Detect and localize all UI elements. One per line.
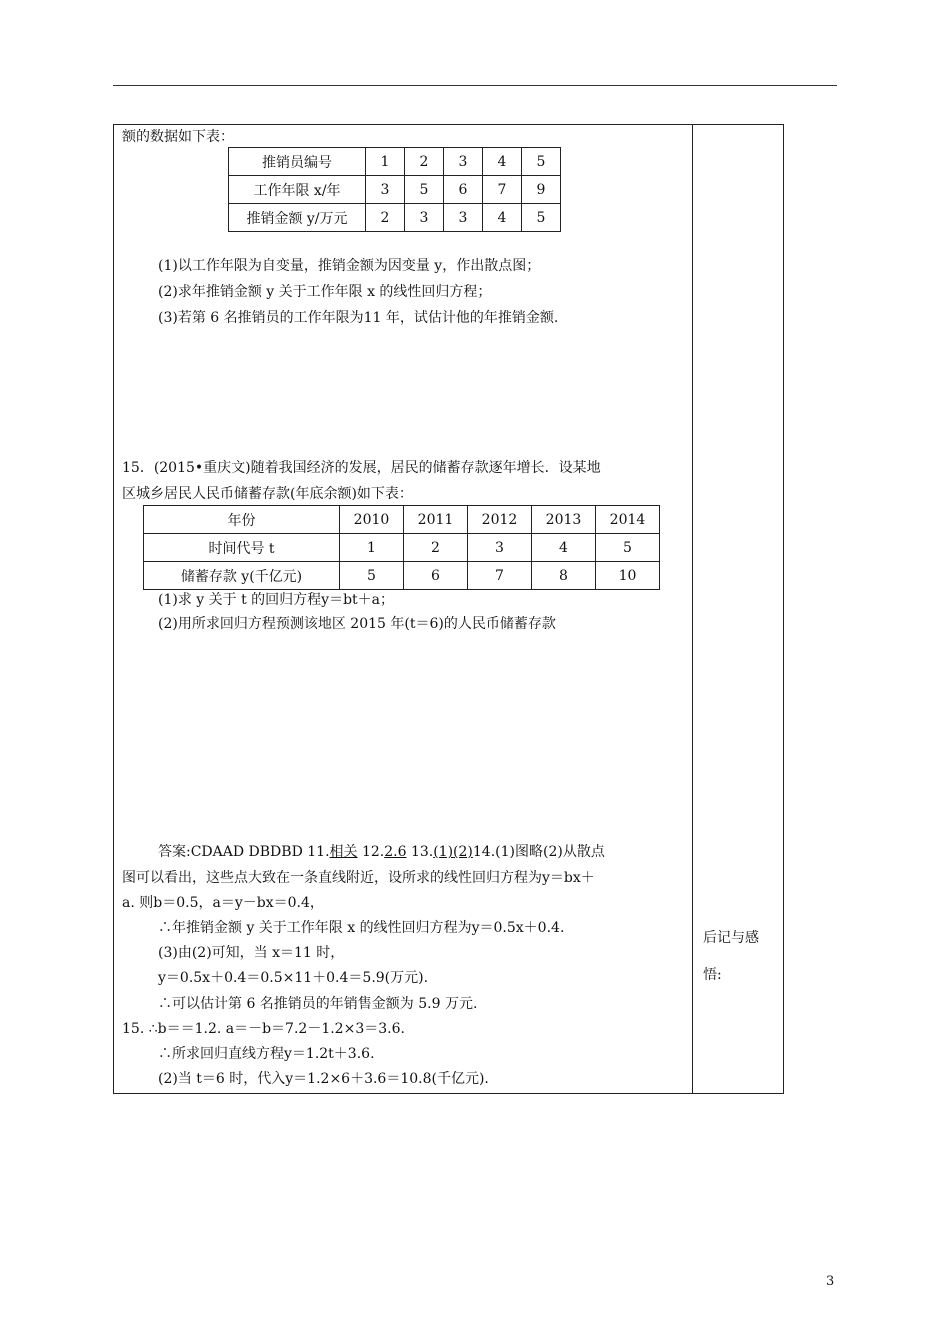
p15-question-1: (1)求 y 关于 t 的回归方程y＝bt＋a； bbox=[158, 592, 395, 608]
answer-line-3: a. 则b＝0.5，a＝y－bx＝0.4， bbox=[122, 895, 324, 911]
table-cell: 5 bbox=[405, 176, 444, 204]
table-cell: 年份 bbox=[144, 506, 340, 534]
table-cell: 5 bbox=[522, 148, 561, 176]
page-number: 3 bbox=[826, 1274, 835, 1289]
table-row bbox=[144, 562, 660, 590]
side-note-line-1: 后记与感 bbox=[703, 930, 759, 946]
table-cell: 3 bbox=[444, 204, 483, 232]
answer-line-2: 图可以看出，这些点大致在一条直线附近，设所求的线性回归方程为y＝bx＋ bbox=[122, 870, 595, 886]
table-cell: 2012 bbox=[468, 506, 532, 534]
p15-line-1: 15．(2015•重庆文)随着我国经济的发展，居民的储蓄存款逐年增长．设某地 bbox=[122, 460, 601, 476]
table-cell: 工作年限 x/年 bbox=[229, 176, 366, 204]
p14-question-1: (1)以工作年限为自变量，推销金额为因变量 y，作出散点图； bbox=[158, 258, 541, 274]
table-cell: 3 bbox=[468, 534, 532, 562]
table-cell: 4 bbox=[483, 204, 522, 232]
answer-text: 14.(1)图略(2)从散点 bbox=[472, 844, 605, 860]
p14-question-3: (3)若第 6 名推销员的工作年限为11 年，试估计他的年推销金额. bbox=[158, 310, 559, 326]
answer-keys: 答案:CDAAD DBDBD 11. bbox=[158, 844, 330, 860]
table-cell: 2014 bbox=[596, 506, 660, 534]
answer-line-7: ∴可以估计第 6 名推销员的年销售金额为 5.9 万元. bbox=[158, 996, 478, 1012]
table-cell: 1 bbox=[340, 534, 404, 562]
table-cell: 3 bbox=[366, 176, 405, 204]
table-cell: 推销员编号 bbox=[229, 148, 366, 176]
table-cell: 3 bbox=[444, 148, 483, 176]
table-cell: 2010 bbox=[340, 506, 404, 534]
table-cell: 10 bbox=[596, 562, 660, 590]
table-cell: 8 bbox=[532, 562, 596, 590]
table-cell: 2 bbox=[405, 148, 444, 176]
table-row bbox=[229, 204, 561, 232]
table-cell: 6 bbox=[444, 176, 483, 204]
table-cell: 2 bbox=[404, 534, 468, 562]
table-cell: 5 bbox=[596, 534, 660, 562]
answer-line-10: (2)当 t＝6 时，代入y＝1.2×6＋3.6＝10.8(千亿元). bbox=[158, 1071, 489, 1087]
side-note-line-2: 悟: bbox=[703, 967, 722, 983]
table-cell: 2 bbox=[366, 204, 405, 232]
p14-question-2: (2)求年推销金额 y 关于工作年限 x 的线性回归方程； bbox=[158, 284, 492, 300]
table-cell: 7 bbox=[468, 562, 532, 590]
answer-11: 相关 bbox=[329, 844, 358, 860]
table-cell: 9 bbox=[522, 176, 561, 204]
p15-line-2: 区城乡居民人民币储蓄存款(年底余额)如下表： bbox=[122, 486, 413, 502]
table-cell: 3 bbox=[405, 204, 444, 232]
answer-line-4: ∴年推销金额 y 关于工作年限 x 的线性回归方程为y＝0.5x＋0.4. bbox=[158, 920, 565, 936]
table-cell: 4 bbox=[483, 148, 522, 176]
answer-text: 13. bbox=[406, 844, 434, 860]
table-cell: 时间代号 t bbox=[144, 534, 340, 562]
answer-line-8: 15. ∴b＝＝1.2. a＝－b＝7.2－1.2×3＝3.6. bbox=[122, 1021, 405, 1037]
answer-line-1 bbox=[158, 842, 605, 862]
header-rule bbox=[113, 85, 837, 86]
table-cell: 1 bbox=[366, 148, 405, 176]
table-cell: 储蓄存款 y(千亿元) bbox=[144, 562, 340, 590]
column-divider bbox=[692, 124, 693, 1094]
answer-text: 12. bbox=[357, 844, 385, 860]
table-cell: 6 bbox=[404, 562, 468, 590]
answer-line-5: (3)由(2)可知，当 x＝11 时， bbox=[158, 945, 345, 961]
table-cell: 2013 bbox=[532, 506, 596, 534]
answer-13: (1)(2) bbox=[433, 844, 473, 860]
table-cell: 5 bbox=[522, 204, 561, 232]
table-row bbox=[144, 506, 660, 534]
answer-line-9: ∴所求回归直线方程y＝1.2t＋3.6. bbox=[158, 1046, 375, 1062]
table-cell: 推销金额 y/万元 bbox=[229, 204, 366, 232]
table-cell: 5 bbox=[340, 562, 404, 590]
answer-12: 2.6 bbox=[384, 844, 407, 860]
table-cell: 4 bbox=[532, 534, 596, 562]
table-cell: 2011 bbox=[404, 506, 468, 534]
table-cell: 7 bbox=[483, 176, 522, 204]
p15-question-2: (2)用所求回归方程预测该地区 2015 年(t＝6)的人民币储蓄存款 bbox=[158, 616, 556, 632]
table-savings bbox=[143, 505, 660, 590]
answer-line-6: y＝0.5x＋0.4＝0.5×11＋0.4＝5.9(万元). bbox=[158, 970, 429, 986]
table-row bbox=[229, 148, 561, 176]
p14-intro: 额的数据如下表： bbox=[122, 129, 234, 145]
table-salesperson bbox=[228, 147, 561, 232]
table-row bbox=[144, 534, 660, 562]
table-row bbox=[229, 176, 561, 204]
